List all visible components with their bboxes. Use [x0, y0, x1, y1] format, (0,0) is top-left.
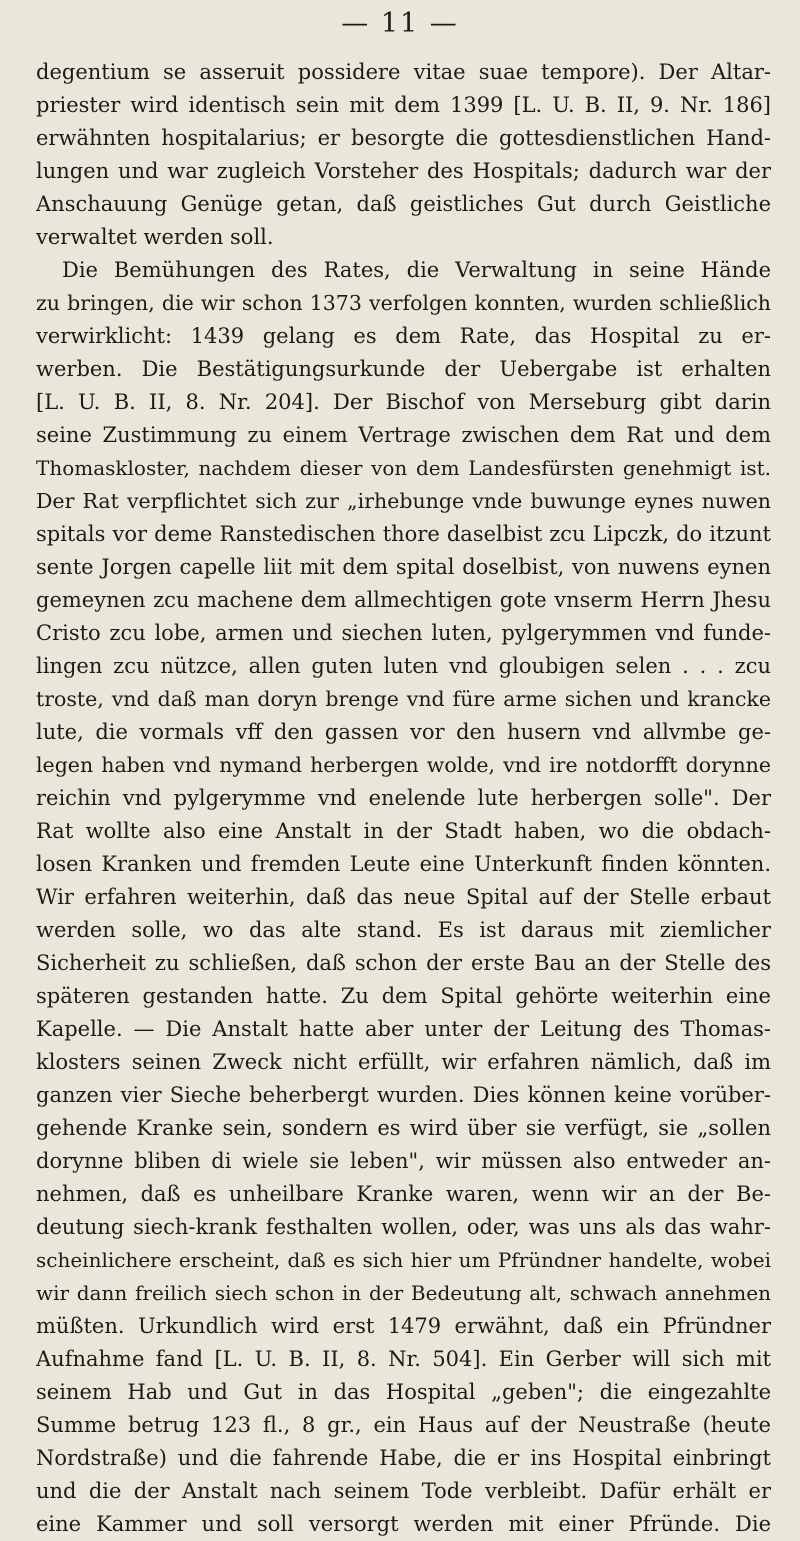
text-line: müßten. Urkundlich wird erst 1479 erwähnt, daß ein Pfründner	[36, 1314, 771, 1338]
text-line: Der Rat verpflichtet sich zur „irhebunge vnde buwunge eynes nuwen	[36, 489, 771, 513]
text-line: verwaltet werden soll.	[36, 225, 274, 249]
text-line: priester wird identisch sein mit dem 1399 [L. U. B. II, 9. Nr. 186]	[36, 93, 771, 117]
text-line: nehmen, daß es unheilbare Kranke waren, wenn wir an der Be-	[36, 1182, 771, 1206]
text-line: und die der Anstalt nach seinem Tode verbleibt. Dafür erhält er	[36, 1479, 771, 1503]
text-line: lute, die vormals vff den gassen vor den husern vnd allvmbe ge-	[36, 720, 771, 744]
text-line: losen Kranken und fremden Leute eine Unterkunft finden könnten.	[36, 852, 771, 876]
text-line: eine Kammer und soll versorgt werden mit einer Pfründe. Die	[36, 1512, 771, 1536]
text-line: werden solle, wo das alte stand. Es ist daraus mit ziemlicher	[36, 918, 771, 942]
text-line: dorynne bliben di wiele sie leben", wir müssen also entweder an-	[36, 1149, 771, 1173]
text-line: Thomaskloster, nachdem dieser von dem Landesfürsten genehmigt ist.	[36, 456, 771, 480]
text-line: seinem Hab und Gut in das Hospital „geben"; die eingezahlte	[36, 1380, 771, 1404]
text-line: gemeynen zcu machene dem allmechtigen gote vnserm Herrn Jhesu	[36, 588, 771, 612]
text-line: troste, vnd daß man doryn brenge vnd füre arme sichen und krancke	[36, 687, 771, 711]
text-line: sente Jorgen capelle liit mit dem spital doselbist, von nuwens eynen	[36, 555, 771, 579]
text-line: legen haben vnd nymand herbergen wolde, vnd ire notdorfft dorynne	[36, 753, 771, 777]
text-line: erwähnten hospitalarius; er besorgte die gottesdienstlichen Hand-	[36, 126, 771, 150]
text-line: lungen und war zugleich Vorsteher des Hospitals; dadurch war der	[36, 159, 771, 183]
text-line: degentium se asseruit possidere vitae suae tempore). Der Altar-	[36, 60, 771, 84]
text-line: Rat wollte also eine Anstalt in der Stadt haben, wo die obdach-	[36, 819, 771, 843]
text-line: deutung siech-krank festhalten wollen, oder, was uns als das wahr-	[36, 1215, 771, 1239]
text-line: verwirklicht: 1439 gelang es dem Rate, das Hospital zu er-	[36, 324, 771, 348]
text-line: klosters seinen Zweck nicht erfüllt, wir erfahren nämlich, daß im	[36, 1050, 771, 1074]
text-line: Sicherheit zu schließen, daß schon der erste Bau an der Stelle des	[36, 951, 771, 975]
text-line: wir dann freilich siech schon in der Bedeutung alt, schwach annehmen	[36, 1281, 771, 1305]
text-line: lingen zcu nützce, allen guten luten vnd gloubigen selen . . . zcu	[36, 654, 771, 678]
page-number: — 11 —	[341, 8, 459, 39]
text-line: Summe betrug 123 fl., 8 gr., ein Haus auf der Neustraße (heute	[36, 1413, 771, 1437]
text-line: Wir erfahren weiterhin, daß das neue Spital auf der Stelle erbaut	[36, 885, 771, 909]
text-line: zu bringen, die wir schon 1373 verfolgen konnten, wurden schließlich	[36, 291, 771, 315]
text-line: Die Bemühungen des Rates, die Verwaltung in seine Hände	[62, 258, 771, 282]
text-line: spitals vor deme Ranstedischen thore daselbist zcu Lipczk, do itzunt	[36, 522, 771, 546]
text-line: [L. U. B. II, 8. Nr. 204]. Der Bischof von Merseburg gibt darin	[36, 390, 771, 414]
body-text	[36, 56, 771, 1541]
text-line: späteren gestanden hatte. Zu dem Spital gehörte weiterhin eine	[36, 984, 771, 1008]
text-line: Kapelle. — Die Anstalt hatte aber unter der Leitung des Thomas-	[36, 1017, 771, 1041]
text-line: Cristo zcu lobe, armen und siechen luten, pylgerymmen vnd funde-	[36, 621, 771, 645]
text-line: gehende Kranke sein, sondern es wird über sie verfügt, sie „sollen	[36, 1116, 771, 1140]
text-line: seine Zustimmung zu einem Vertrage zwischen dem Rat und dem	[36, 423, 771, 447]
text-line: scheinlichere erscheint, daß es sich hier um Pfründner handelte, wobei	[36, 1248, 771, 1272]
text-line: Aufnahme fand [L. U. B. II, 8. Nr. 504]. Ein Gerber will sich mit	[36, 1347, 771, 1371]
text-line: werben. Die Bestätigungsurkunde der Uebergabe ist erhalten	[36, 357, 771, 381]
text-line: reichin vnd pylgerymme vnd enelende lute herbergen solle". Der	[36, 786, 771, 810]
text-line: Anschauung Genüge getan, daß geistliches Gut durch Geistliche	[36, 192, 771, 216]
text-line: Nordstraße) und die fahrende Habe, die er ins Hospital einbringt	[36, 1446, 771, 1470]
text-line: ganzen vier Sieche beherbergt wurden. Dies können keine vorüber-	[36, 1083, 771, 1107]
